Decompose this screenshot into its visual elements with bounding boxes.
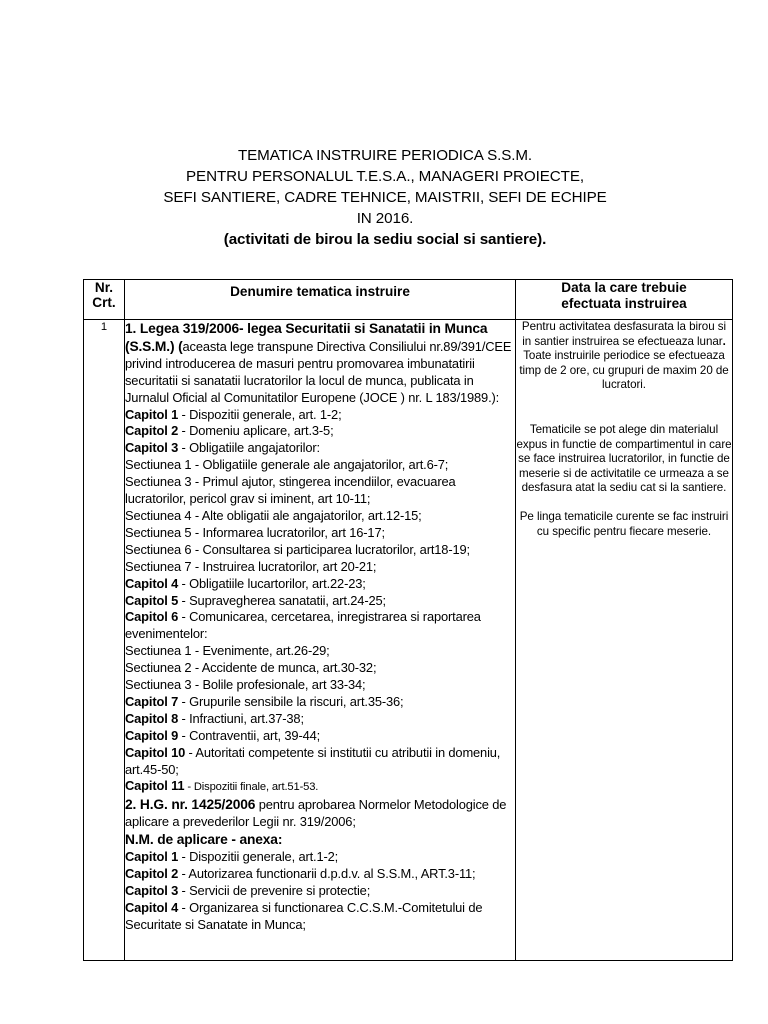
chapter-line: Capitol 10 - Autoritati competente si institutii cu atributii in domeniu, art.45-50; [125, 744, 501, 777]
training-topics-table [83, 279, 733, 961]
heading-line-1: TEMATICA INSTRUIRE PERIODICA S.S.M. [237, 147, 533, 164]
chapter-line: Capitol 3 - Obligatiile angajatorilor: [125, 440, 320, 456]
header-denumire: Denumire tematica instruire [125, 280, 516, 320]
section-line: Sectiunea 1 - Evenimente, art.26-29; [125, 643, 330, 659]
section-line: Sectiunea 6 - Consultarea si participarea lucratorilor, art18-19; [125, 541, 470, 557]
header-nr-label: Nr. [94, 280, 114, 295]
header-data [516, 280, 733, 320]
chapter-line: Capitol 5 - Supravegherea sanatatii, art.24-25; [125, 592, 386, 608]
schedule-note-topics: Tematicile se pot alege din materialul expus in functie de compartimentul in care se face instruirea lucratorilor, in functie de meserie si de activitatile ce urmeaza a se desfasura atat la sediu cat si la santiere. [516, 422, 732, 495]
section-line: Sectiunea 1 - Obligatiile generale ale angajatorilor, art.6-7; [125, 457, 449, 473]
chapter-line: Capitol 6 - Comunicarea, cercetarea, inregistrarea si raportarea evenimentelor: [125, 609, 481, 642]
chapter-line: Capitol 1 - Dispozitii generale, art. 1-2; [125, 406, 342, 422]
hg-1425-title: 2. H.G. nr. 1425/2006 [125, 797, 256, 813]
training-schedule-cell [516, 320, 733, 961]
nm-annex-title: N.M. de aplicare - anexa: [125, 832, 283, 848]
chapter-line: Capitol 1 - Dispozitii generale, art.1-2; [125, 849, 339, 865]
chapter-line: Capitol 4 - Obligatiile lucartorilor, art.22-23; [125, 575, 366, 591]
chapter-line: Capitol 9 - Contraventii, art, 39-44; [125, 727, 321, 743]
section-line: Sectiunea 5 - Informarea lucratorilor, art 16-17; [125, 524, 385, 540]
row-number: 1 [84, 320, 125, 961]
section-line: Sectiunea 7 - Instruirea lucratorilor, art 20-21; [125, 558, 377, 574]
hg-1425-description: pentru aprobarea Normelor Metodologice de aplicare a prevederilor Legii nr. 319/2006; [125, 797, 507, 830]
chapter-line: Capitol 7 - Grupurile sensibile la riscuri, art.35-36; [125, 693, 404, 709]
table-header-row [84, 280, 733, 320]
schedule-note-specific: Pe linga tematicile curente se fac instruiri cu specific pentru fiecare meserie. [519, 509, 729, 538]
section-line: Sectiunea 3 - Bolile profesionale, art 33-34; [125, 677, 366, 693]
chapter-line: Capitol 2 - Domeniu aplicare, art.3-5; [125, 423, 334, 439]
schedule-note-duration: Toate instruirile periodice se efectueaza timp de 2 ore, cu grupuri de maxim 20 de lucratori. [519, 349, 729, 392]
heading-line-2: PENTRU PERSONALUL T.E.S.A., MANAGERI PROIECTE, [186, 168, 584, 185]
header-data-line-1: Data la care trebuie [561, 280, 687, 295]
heading-line-3: SEFI SANTIERE, CADRE TEHNICE, MAISTRII, SEFI DE ECHIPE [163, 189, 607, 206]
table-row [84, 320, 733, 961]
header-crt-label: Crt. [92, 295, 116, 310]
chapter-line: Capitol 4 - Organizarea si functionarea C.C.S.M.-Comitetului de Securitate si Sanatate in Munca; [125, 899, 483, 932]
chapter-line: Capitol 2 - Autorizarea functionarii d.p.d.v. al S.S.M., ART.3-11; [125, 866, 476, 881]
law-319-title: 1. Legea 319/2006- legea Securitatii si Sanatatii in Munca (S.S.M.) ( [125, 321, 488, 354]
heading-line-5: (activitati de birou la sediu social si santiere). [223, 231, 547, 248]
topic-content-cell [125, 320, 516, 961]
section-line: Sectiunea 4 - Alte obligatii ale angajatorilor, art.12-15; [125, 507, 422, 523]
chapter-line: Capitol 3 - Servicii de prevenire si protectie; [125, 882, 371, 898]
schedule-note-monthly: Pentru activitatea desfasurata la birou si in santier instruirea se efectueaza lunar. [521, 320, 727, 348]
law-319-description: aceasta lege transpune Directiva Consiliului nr.89/391/CEE privind introducerea de masuri pentru promovarea imbunatatirii securitatii si sanatatii lucratorilor la locul de munca, publicata in Jurnalul Oficial al Comunitatilor Europene (JOCE ) nr. L 183/1989.): [125, 338, 512, 405]
chapter-line: Capitol 8 - Infractiuni, art.37-38; [125, 710, 304, 726]
section-line: Sectiunea 2 - Accidente de munca, art.30-32; [125, 660, 377, 676]
heading-line-4: IN 2016. [356, 210, 414, 227]
section-line: Sectiunea 3 - Primul ajutor, stingerea incendiilor, evacuarea lucratorilor, pericol grav si iminent, art 10-11; [125, 474, 456, 507]
header-data-line-2: efectuata instruirea [561, 296, 687, 311]
document-heading [100, 145, 670, 250]
header-nr-crt [84, 280, 125, 320]
chapter-line: Capitol 11 - Dispozitii finale, art.51-53. [125, 778, 319, 794]
